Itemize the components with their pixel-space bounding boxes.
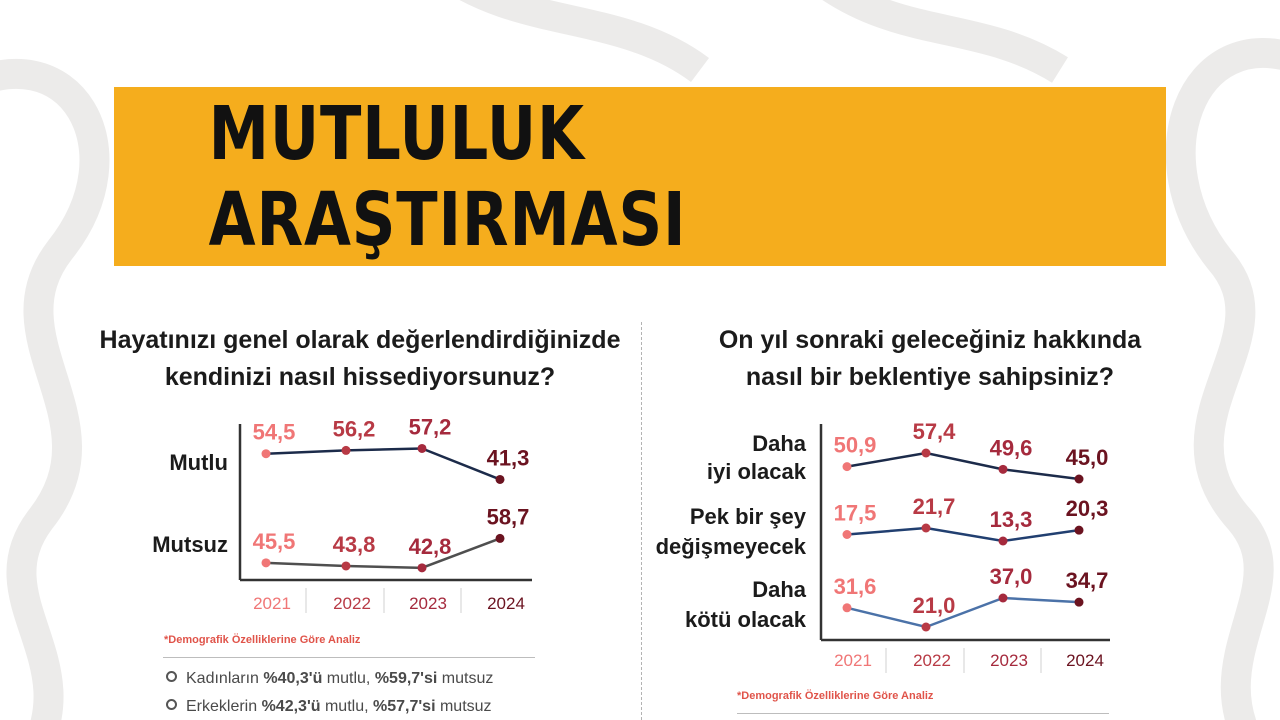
data-point: [843, 462, 852, 471]
series-name: iyi olacak: [706, 459, 806, 484]
data-label: 20,3: [1065, 496, 1109, 522]
data-point: [999, 594, 1008, 603]
left-note-rule: [163, 657, 535, 658]
data-label: 49,6: [989, 435, 1033, 461]
right-demographic-note: *Demografik Özelliklerine Göre Analiz: [737, 690, 934, 702]
bullet-circle-icon: [166, 671, 177, 682]
data-label: 21,0: [912, 593, 956, 618]
series-name: Mutlu: [169, 450, 228, 475]
data-label: 54,5: [252, 419, 296, 445]
series-name: değişmeyecek: [655, 534, 806, 559]
data-point: [922, 524, 931, 533]
data-point: [1075, 598, 1084, 607]
bullet-circle-icon: [166, 699, 177, 710]
data-point: [496, 475, 505, 484]
data-label: 37,0: [989, 564, 1033, 589]
right-question-line-2: nasıl bir beklentiye sahipsiniz?: [745, 363, 1115, 391]
data-label: 41,3: [486, 445, 530, 471]
data-label: 31,6: [833, 573, 877, 599]
data-point: [922, 449, 931, 458]
data-point: [342, 446, 351, 455]
data-label: 17,5: [833, 500, 877, 526]
x-tick-label: 2022: [333, 594, 371, 613]
left-demographic-note: *Demografik Özelliklerine Göre Analiz: [164, 634, 361, 646]
demographic-women: Kadınların %40,3'ü mutlu, %59,7'si mutsuz: [166, 670, 493, 688]
series-name: Mutsuz: [152, 532, 228, 557]
data-label: 13,3: [989, 507, 1033, 532]
data-label: 57,2: [408, 414, 452, 440]
series-line: [266, 448, 500, 479]
series-line: [847, 528, 1079, 541]
series-name: Daha: [752, 577, 806, 602]
x-tick-label: 2023: [990, 651, 1028, 670]
data-point: [418, 563, 427, 572]
series-name: Daha: [752, 431, 806, 456]
data-label: 45,0: [1065, 445, 1109, 470]
x-tick-label: 2024: [487, 594, 525, 613]
x-tick-label: 2023: [409, 594, 447, 613]
data-label: 42,8: [408, 533, 452, 559]
data-label: 45,5: [252, 528, 296, 554]
data-point: [999, 465, 1008, 474]
series-name: Pek bir şey: [689, 504, 806, 529]
data-point: [496, 534, 505, 543]
data-point: [262, 449, 271, 458]
x-tick-label: 2024: [1066, 651, 1104, 670]
data-label: 56,2: [332, 416, 376, 442]
data-label: 57,4: [912, 419, 956, 444]
series-line: [847, 453, 1079, 479]
data-label: 50,9: [833, 432, 877, 458]
data-point: [418, 444, 427, 453]
data-point: [342, 561, 351, 570]
data-point: [843, 603, 852, 612]
left-question-line-1: Hayatınızı genel olarak değerlendirdiğinizde: [99, 326, 621, 354]
x-tick-label: 2021: [834, 651, 872, 670]
data-point: [843, 530, 852, 539]
data-label: 43,8: [332, 531, 376, 557]
data-label: 58,7: [486, 504, 530, 530]
series-line: [847, 598, 1079, 627]
data-point: [922, 623, 931, 632]
x-tick-label: 2022: [913, 651, 951, 670]
data-label: 21,7: [912, 494, 956, 519]
right-question-line-1: On yıl sonraki geleceğiniz hakkında: [718, 326, 1142, 354]
data-point: [999, 537, 1008, 546]
left-question-line-2: kendinizi nasıl hissediyorsunuz?: [164, 363, 556, 391]
data-label: 34,7: [1065, 568, 1109, 594]
x-tick-label: 2021: [253, 594, 291, 613]
right-note-rule: [737, 713, 1109, 714]
demographic-men: Erkeklerin %42,3'ü mutlu, %57,7'si mutsuz: [166, 698, 492, 716]
data-point: [1075, 526, 1084, 535]
data-point: [1075, 475, 1084, 484]
data-point: [262, 558, 271, 567]
series-line: [266, 538, 500, 567]
series-name: kötü olacak: [684, 607, 806, 632]
page-title: MUTLULUK ARAŞTIRMASI: [208, 90, 687, 263]
